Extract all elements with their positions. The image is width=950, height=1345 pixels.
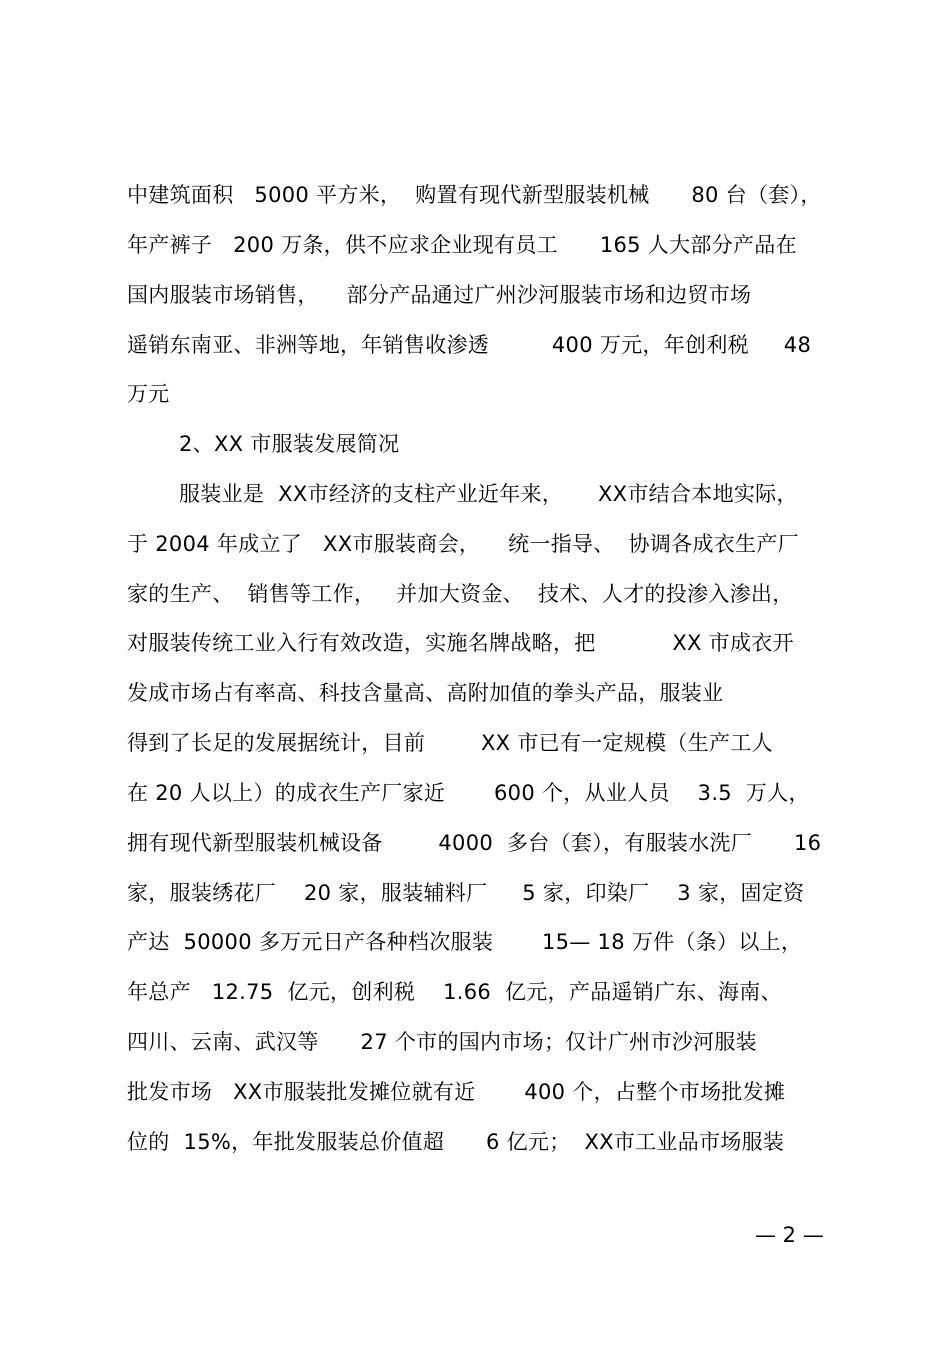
text-line: 产达 50000 多万元日产各种档次服装 15— 18 万件（条）以上，: [127, 930, 803, 954]
page-number: — 2 —: [755, 1223, 824, 1247]
text-line: 中建筑面积 5000 平方米， 购置有现代新型服装机械 80 台（套），: [127, 183, 822, 207]
text-line: 发成市场占有率高、科技含量高、高附加值的拳头产品，服装业: [127, 681, 724, 705]
text-line: 在 20 人以上）的成衣生产厂家近 600 个，从业人员 3.5 万人，: [127, 781, 810, 805]
text-line: 家的生产、 销售等工作， 并加大资金、 技术、人才的投渗入渗出，: [127, 582, 794, 606]
section-heading: 2、XX 市服装发展简况: [179, 432, 400, 456]
text-line: 于 2004 年成立了 XX市服装商会， 统一指导、 协调各成衣生产厂: [127, 532, 799, 556]
text-line: 遥销东南亚、非洲等地，年销售收渗透 400 万元，年创利税 48: [127, 333, 812, 357]
text-line: 对服装传统工业入行有效改造，实施名牌战略，把 XX 市成衣开: [127, 631, 794, 655]
text-line: 得到了长足的发展据统计，目前 XX 市已有一定规模（生产工人: [127, 731, 773, 755]
text-line: 拥有现代新型服装机械设备 4000 多台（套），有服装水洗厂 16: [127, 831, 822, 855]
text-line: 批发市场 XX市服装批发摊位就有近 400 个，占整个市场批发摊: [127, 1080, 786, 1104]
text-line: 四川、云南、武汉等 27 个市的国内市场；仅计广州市沙河服装: [127, 1030, 757, 1054]
text-line: 年产裤子 200 万条，供不应求企业现有员工 165 人大部分产品在: [127, 233, 797, 257]
text-line: 万元: [127, 382, 170, 406]
text-line: 国内服装市场销售， 部分产品通过广州沙河服装市场和边贸市场: [127, 283, 752, 307]
paragraph-first-line: 服装业是 XX市经济的支柱产业近年来， XX市结合本地实际，: [179, 482, 798, 506]
text-line: 位的 15%，年批发服装总价值超 6 亿元； XX市工业品市场服装: [127, 1130, 785, 1154]
text-line: 家，服装绣花厂 20 家，服装辅料厂 5 家，印染厂 3 家，固定资: [127, 881, 805, 905]
text-line: 年总产 12.75 亿元，创利税 1.66 亿元，产品遥销广东、海南、: [127, 980, 782, 1004]
